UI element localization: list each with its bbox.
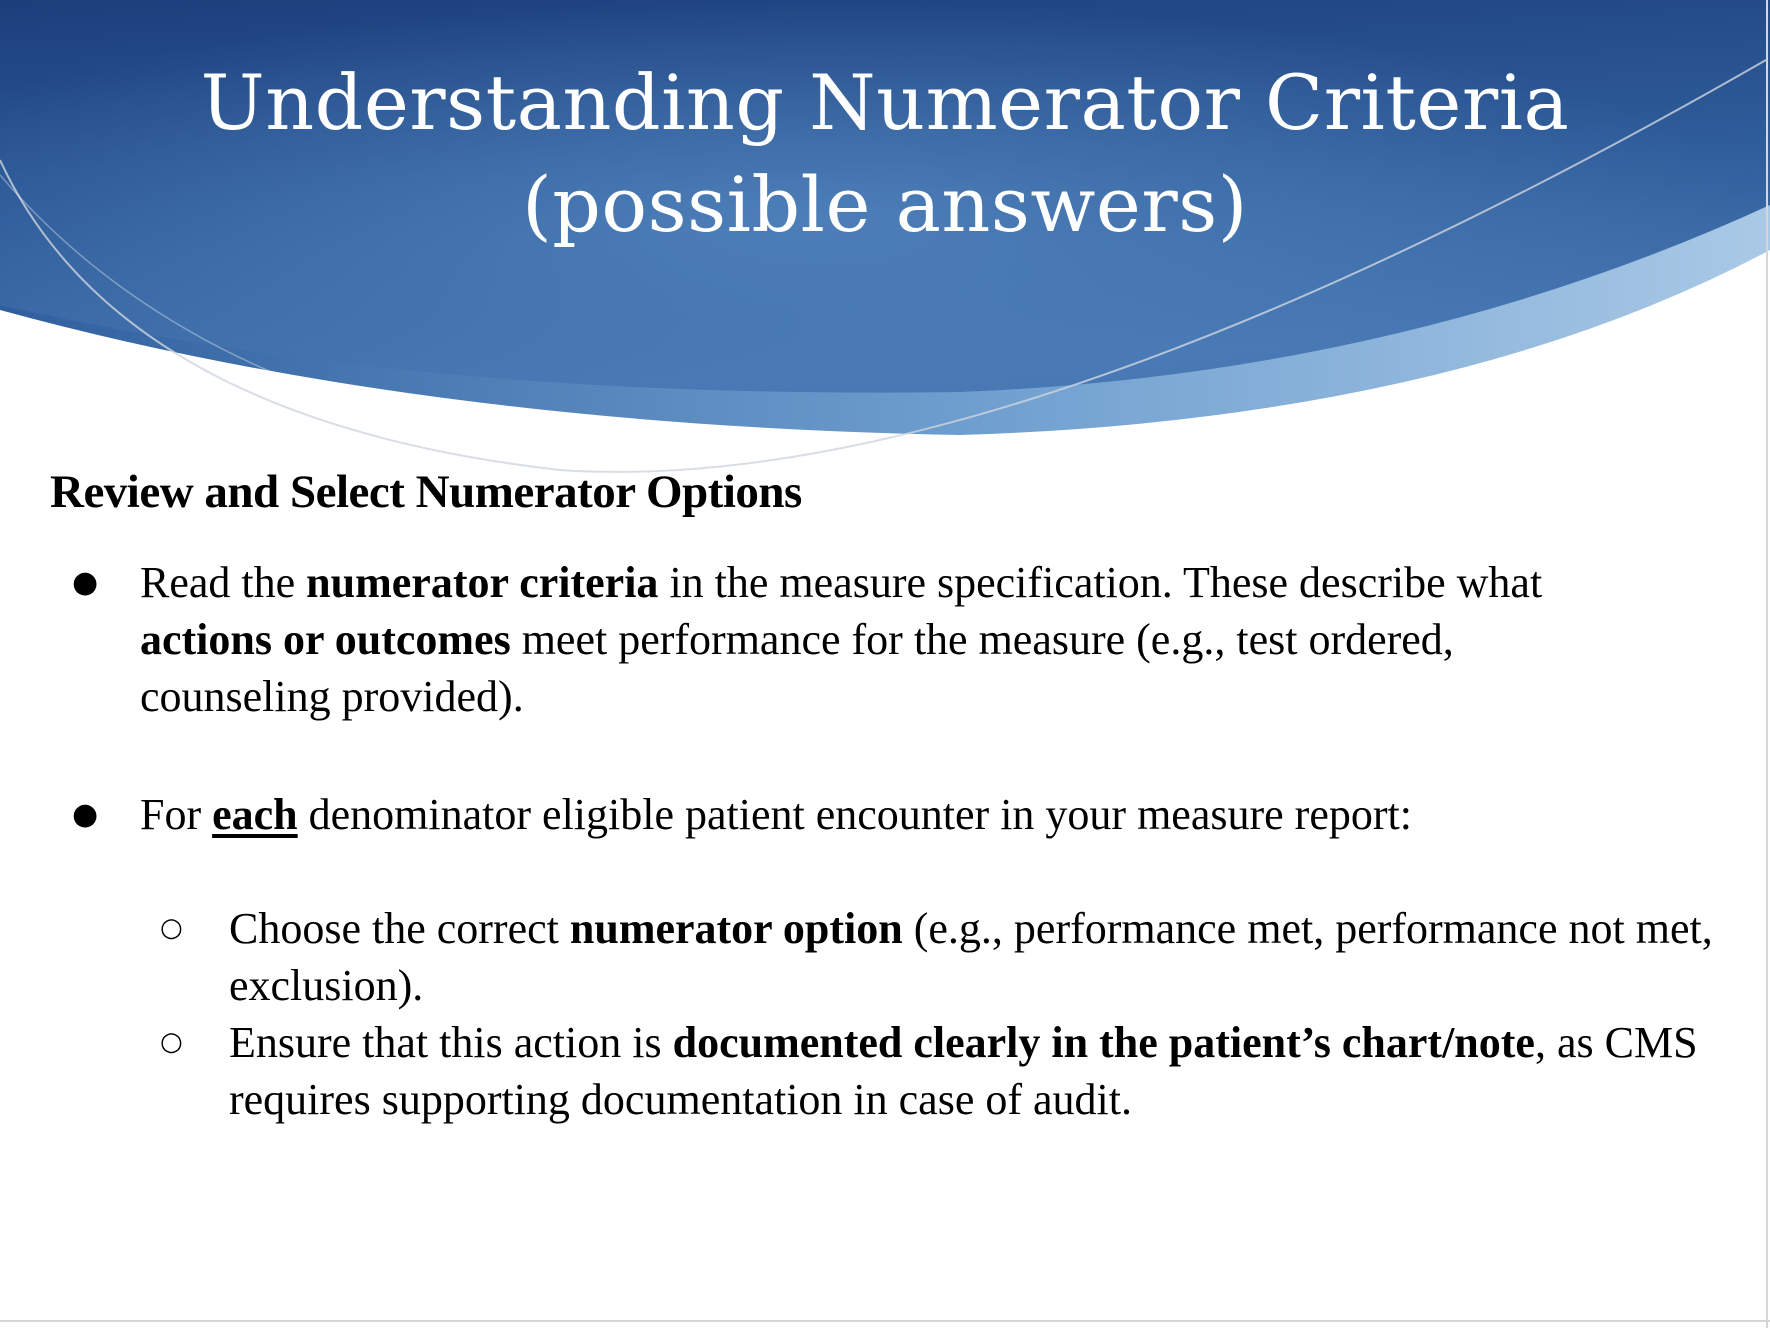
bold-phrase: numerator criteria: [306, 558, 659, 607]
bullet-marker: ●: [72, 565, 99, 600]
title-line-1: Understanding Numerator Criteria: [200, 58, 1570, 147]
bold-phrase: documented clearly in the patient’s chart/note: [672, 1018, 1535, 1067]
bullet-text: [140, 554, 1640, 725]
bullet-text-run: Choose the correct: [229, 904, 570, 953]
bullet-text-run: For: [140, 790, 213, 839]
bullet-marker: ●: [72, 797, 99, 832]
section-heading: Review and Select Numerator Options: [50, 466, 802, 518]
sub-bullet-text: [229, 900, 1729, 1014]
bullet-text-run: meet performance for the measure (e.g., test ordered, counseling provided).: [140, 615, 1454, 721]
bullet-text-run: in the measure specification. These describe what: [658, 558, 1543, 607]
bullet-text-run: Ensure that this action is: [229, 1018, 673, 1067]
sub-bullet-text: [229, 1014, 1749, 1128]
title-line-2: (possible answers): [522, 160, 1248, 249]
bullet-text-run: denominator eligible patient encounter in your measure report:: [297, 790, 1412, 839]
bullet-text-run: , as CMS requires supporting documentation in case of audit.: [229, 1018, 1698, 1124]
slide-border-bottom: [0, 1320, 1770, 1322]
sub-bullet-marker: ○: [160, 913, 183, 943]
sub-bullet-marker: ○: [160, 1027, 183, 1057]
bold-underlined-word: each: [212, 790, 298, 839]
bullet-text-run: Read the: [140, 558, 307, 607]
slide-border-right: [1766, 0, 1768, 1328]
bullet-text: [140, 786, 1740, 843]
slide-title: [0, 52, 1770, 256]
bullet-text-run: (e.g., performance met, performance not met, exclusion).: [229, 904, 1713, 1010]
bold-phrase: numerator option: [569, 904, 903, 953]
bold-phrase: actions or outcomes: [140, 615, 511, 664]
